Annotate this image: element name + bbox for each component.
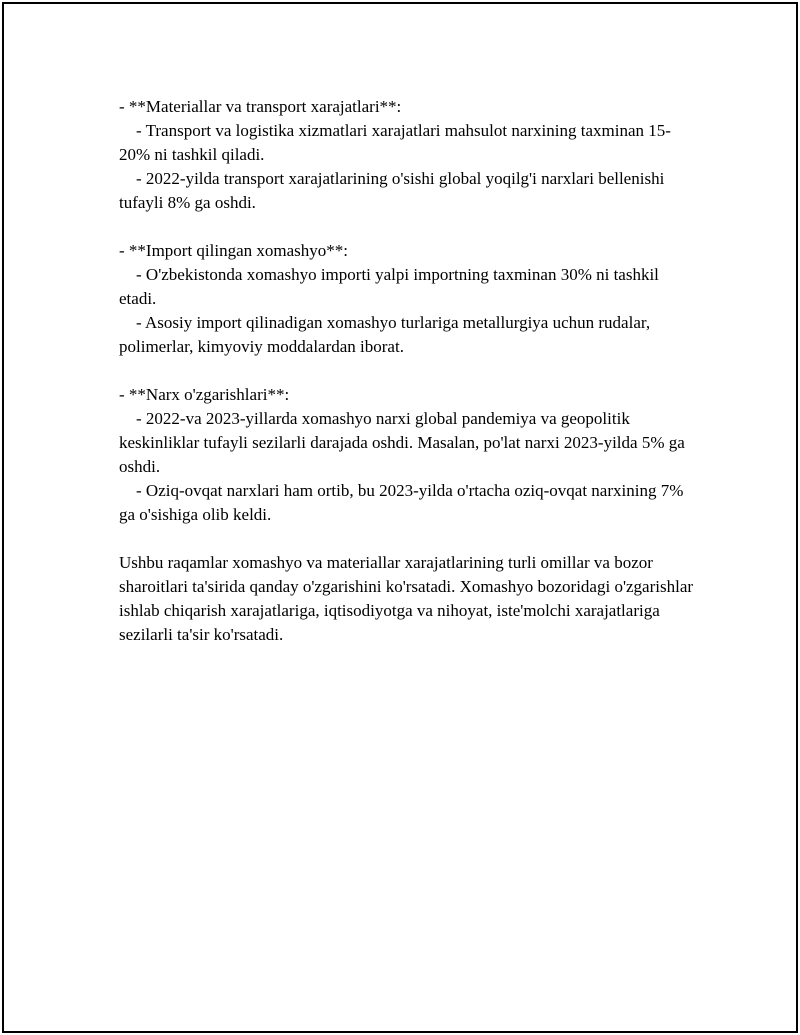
conclusion-paragraph: Ushbu raqamlar xomashyo va materiallar xarajatlarining turli omillar va bozor sharoitlari ta'sirida qanday o'zgarishini ko'rsatadi. Xomashyo bozoridagi o'zgarishlar ishlab chiqarish xarajatlariga, iqtisodiyotga va nihoyat, iste'molchi xarajatlariga sezilarli ta'sir ko'rsatadi. [119,553,694,644]
bullet-item [119,311,699,359]
bullet-item [119,407,699,479]
section-title: - **Import qilingan xomashyo**: [119,241,349,260]
section-materials-transport [119,95,699,215]
bullet-text: - 2022-va 2023-yillarda xomashyo narxi global pandemiya va geopolitik keskinliklar tufayli sezilarli darajada oshdi. Masalan, po'lat narxi 2023-yilda 5% ga oshdi. [119,409,685,476]
section-price-changes [119,383,699,527]
bullet-text: - 2022-yilda transport xarajatlarining o'sishi global yoqilg'i narxlari bellenishi tufayli 8% ga oshdi. [119,169,665,212]
bullet-item [119,167,699,215]
bullet-text: - Transport va logistika xizmatlari xarajatlari mahsulot narxining taxminan 15-20% ni tashkil qiladi. [119,121,671,164]
bullet-item [119,119,699,167]
bullet-text: - O'zbekistonda xomashyo importi yalpi importning taxminan 30% ni tashkil etadi. [119,265,659,308]
document-page [2,2,798,1033]
section-title: - **Narx o'zgarishlari**: [119,385,290,404]
bullet-text: - Asosiy import qilinadigan xomashyo turlariga metallurgiya uchun rudalar, polimerlar, kimyoviy moddalardan iborat. [119,313,651,356]
section-title: - **Materiallar va transport xarajatlari**: [119,97,402,116]
section-imported-raw-materials [119,239,699,359]
bullet-text: - Oziq-ovqat narxlari ham ortib, bu 2023-yilda o'rtacha oziq-ovqat narxining 7% ga o'sishiga olib keldi. [119,481,684,524]
document-body [119,95,699,647]
bullet-item [119,263,699,311]
bullet-item [119,479,699,527]
